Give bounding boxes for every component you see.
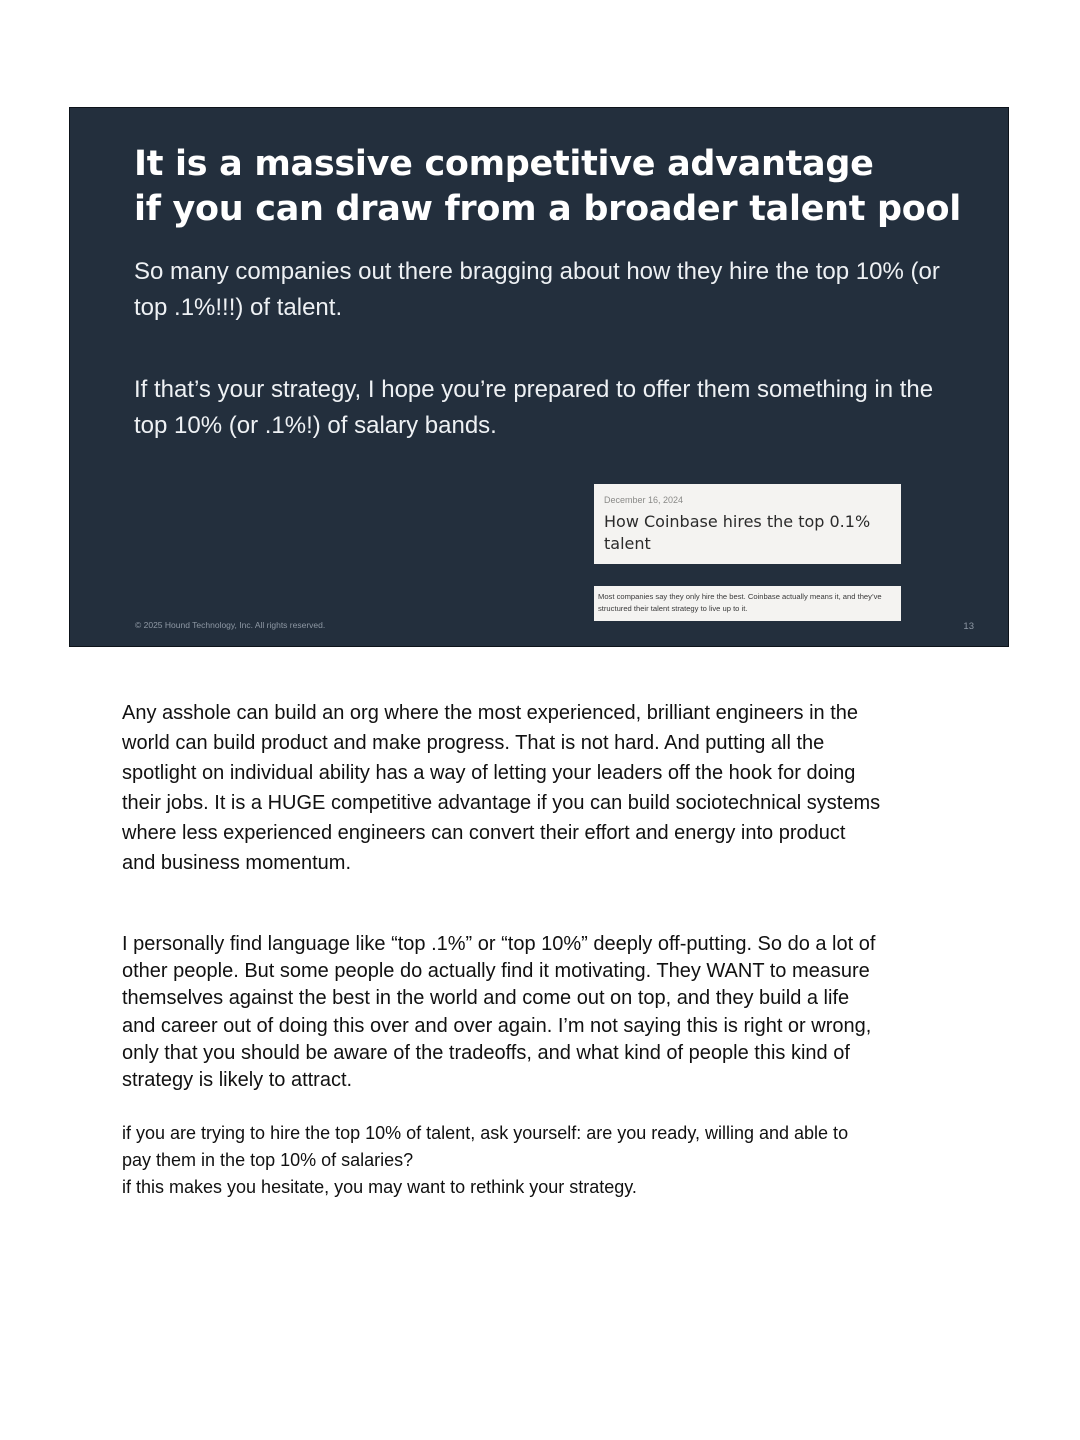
text-line: strategy is likely to attract. [122, 1069, 353, 1092]
text-line: and career out of doing this over and over again. I’m not saying this is right or wrong, [122, 1014, 872, 1037]
slide-paragraph: So many companies out there bragging about how they hire the top 10% (or top .1%!!!) of talent. [134, 258, 940, 321]
text-line: pay them in the top 10% of salaries? [122, 1150, 414, 1170]
text-line: only that you should be aware of the tradeoffs, and what kind of people this kind of [122, 1041, 850, 1064]
text-line: themselves against the best in the world and come out on top, and they build a life [122, 987, 850, 1010]
body-paragraph [122, 1120, 972, 1201]
text-line: other people. But some people do actually find it motivating. They WANT to measure [122, 960, 870, 983]
text-line: spotlight on individual ability has a way of letting your leaders off the hook for doing [122, 762, 856, 784]
slide [69, 107, 1009, 647]
text-line: I personally find language like “top .1%” or “top 10%” deeply off-putting. So do a lot of [122, 933, 876, 955]
article-title: How Coinbase hires the top 0.1% talent [604, 512, 871, 553]
text-line: if this makes you hesitate, you may want to rethink your strategy. [122, 1177, 637, 1197]
text-line: where less experienced engineers can convert their effort and energy into product [122, 822, 846, 844]
text-line: if you are trying to hire the top 10% of talent, ask yourself: are you ready, willing and able to [122, 1123, 849, 1143]
slide-title-line: if you can draw from a broader talent pool [134, 189, 961, 229]
body-paragraph [122, 698, 972, 878]
slide-title-line: It is a massive competitive advantage [134, 144, 874, 184]
body-paragraph [122, 931, 972, 1094]
article-date: December 16, 2024 [604, 495, 684, 505]
article-excerpt: Most companies say they only hire the best. Coinbase actually means it, and they’ve structured their talent strategy to live up to it. [594, 586, 901, 621]
slide-footer: © 2025 Hound Technology, Inc. All rights reserved. [135, 620, 326, 630]
text-line: their jobs. It is a HUGE competitive advantage if you can build sociotechnical systems [122, 792, 881, 814]
text-line: Any asshole can build an org where the most experienced, brilliant engineers in the [122, 702, 858, 724]
article-card [594, 484, 901, 564]
slide-paragraph: If that’s your strategy, I hope you’re prepared to offer them something in the top 10% (or .1%!) of salary bands. [134, 376, 934, 439]
text-line: world can build product and make progress. That is not hard. And putting all the [122, 732, 825, 754]
text-line: and business momentum. [122, 852, 352, 874]
slide-page-number: 13 [963, 621, 974, 632]
slide-title [134, 142, 974, 232]
